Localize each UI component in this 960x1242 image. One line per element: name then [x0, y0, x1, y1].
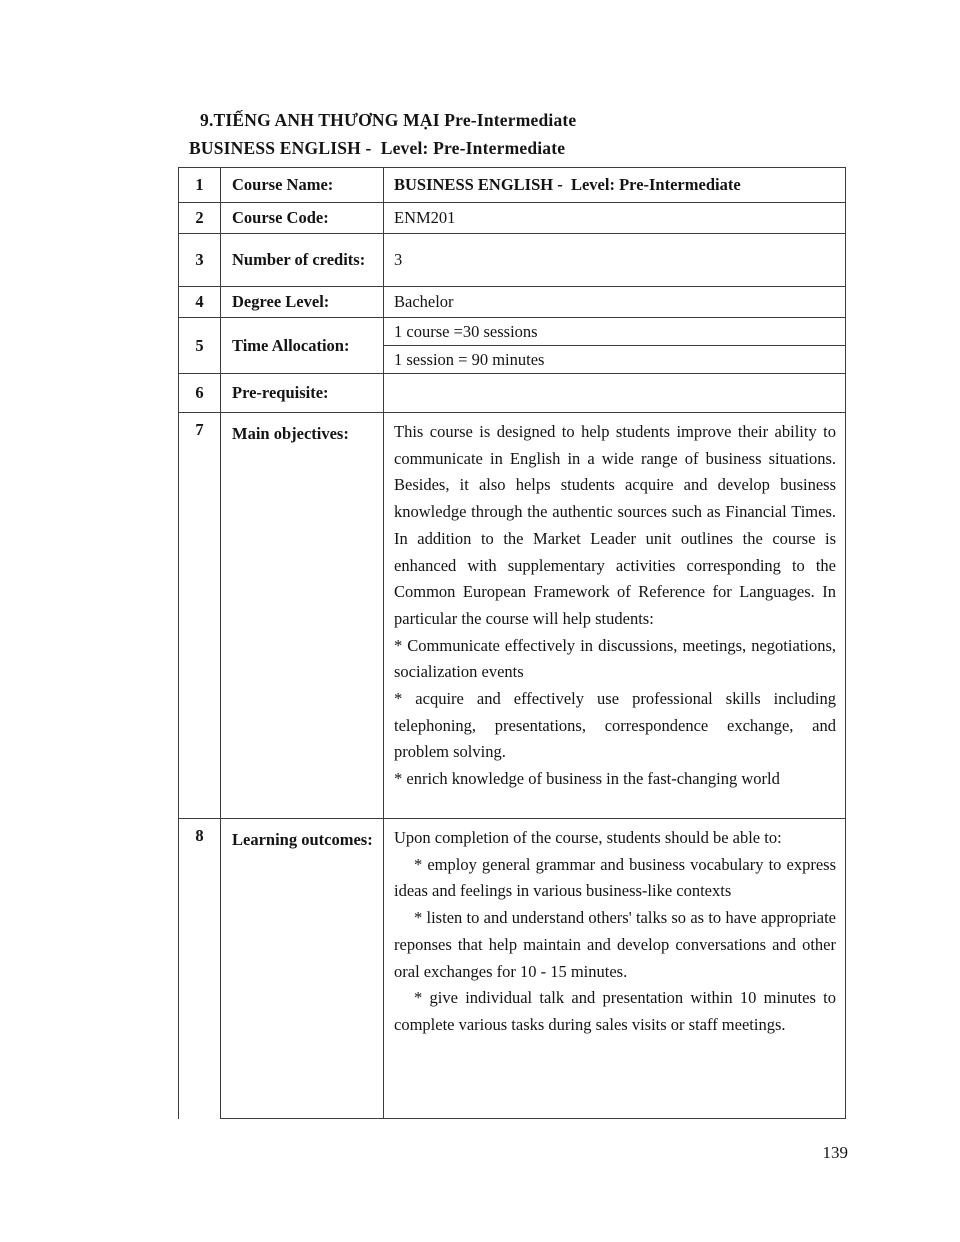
- outcomes-bullet: * listen to and understand others' talks so as to have appropriate reponses that help maintain and develop conversations and other oral exchanges for 10 - 15 minutes.: [394, 908, 836, 981]
- row-label: Course Code:: [221, 203, 384, 234]
- objectives-bullet: * enrich knowledge of business in the fast-changing world: [394, 769, 780, 789]
- table-row-course-name: [179, 168, 846, 203]
- row-value-line-1: 1 course =30 sessions: [384, 318, 846, 346]
- row-number: 7: [179, 413, 221, 819]
- row-number: 6: [179, 374, 221, 413]
- table-row-credits: [179, 234, 846, 287]
- row-value: Bachelor: [384, 287, 846, 318]
- outcomes-bullet: * give individual talk and presentation within 10 minutes to complete various tasks during sales visits or staff meetings.: [394, 988, 836, 1034]
- table-row-time-allocation: [179, 318, 846, 346]
- row-value: 3: [384, 234, 846, 287]
- row-label: Pre-requisite:: [221, 374, 384, 413]
- objectives-bullet: * Communicate effectively in discussions, meetings, negotiations, socialization events: [394, 635, 836, 682]
- row-label: Time Allocation:: [221, 318, 384, 374]
- page-title: 9.TIẾNG ANH THƯƠNG MẠI Pre-Intermediate: [200, 110, 577, 130]
- row-label: Learning outcomes:: [221, 819, 384, 1119]
- row-label: Main objectives:: [221, 413, 384, 819]
- table-row-degree-level: [179, 287, 846, 318]
- row-value: BUSINESS ENGLISH - Level: Pre-Intermediate: [384, 168, 846, 203]
- row-value-objectives: [384, 413, 846, 819]
- row-value: ENM201: [384, 203, 846, 234]
- row-value-line-2: 1 session = 90 minutes: [384, 346, 846, 374]
- row-value-outcomes: [384, 819, 846, 1119]
- outcomes-paragraph: Upon completion of the course, students should be able to:: [394, 828, 782, 847]
- row-number: 1: [179, 168, 221, 203]
- row-number: 8: [179, 819, 221, 1119]
- row-value-empty: [384, 374, 846, 413]
- outcomes-bullet: * employ general grammar and business vocabulary to express ideas and feelings in various business-like contexts: [394, 854, 836, 901]
- table-row-main-objectives: [179, 413, 846, 819]
- row-number: 3: [179, 234, 221, 287]
- table-row-learning-outcomes: [179, 819, 846, 1119]
- course-table: [178, 167, 846, 1119]
- row-label: Degree Level:: [221, 287, 384, 318]
- row-number: 5: [179, 318, 221, 374]
- row-number: 4: [179, 287, 221, 318]
- table-row-course-code: [179, 203, 846, 234]
- objectives-paragraph: This course is designed to help students improve their ability to communicate in English in a wide range of business situations. Besides, it also helps students acquire and develop business knowledge through the authentic sources such as Financial Times. In addition to the Market Leader unit outlines the course is enhanced with supplementary activities corresponding to the Common European Framework of Reference for Languages. In particular the course will help students:: [394, 422, 836, 628]
- objectives-bullet: * acquire and effectively use professional skills including telephoning, presentations, correspondence exchange, and problem solving.: [394, 689, 836, 762]
- page-number: 139: [822, 1143, 848, 1162]
- page-subtitle: BUSINESS ENGLISH - Level: Pre-Intermediate: [189, 138, 566, 158]
- row-label: Course Name:: [221, 168, 384, 203]
- row-number: 2: [179, 203, 221, 234]
- row-label: Number of credits:: [221, 234, 384, 287]
- table-row-pre-requisite: [179, 374, 846, 413]
